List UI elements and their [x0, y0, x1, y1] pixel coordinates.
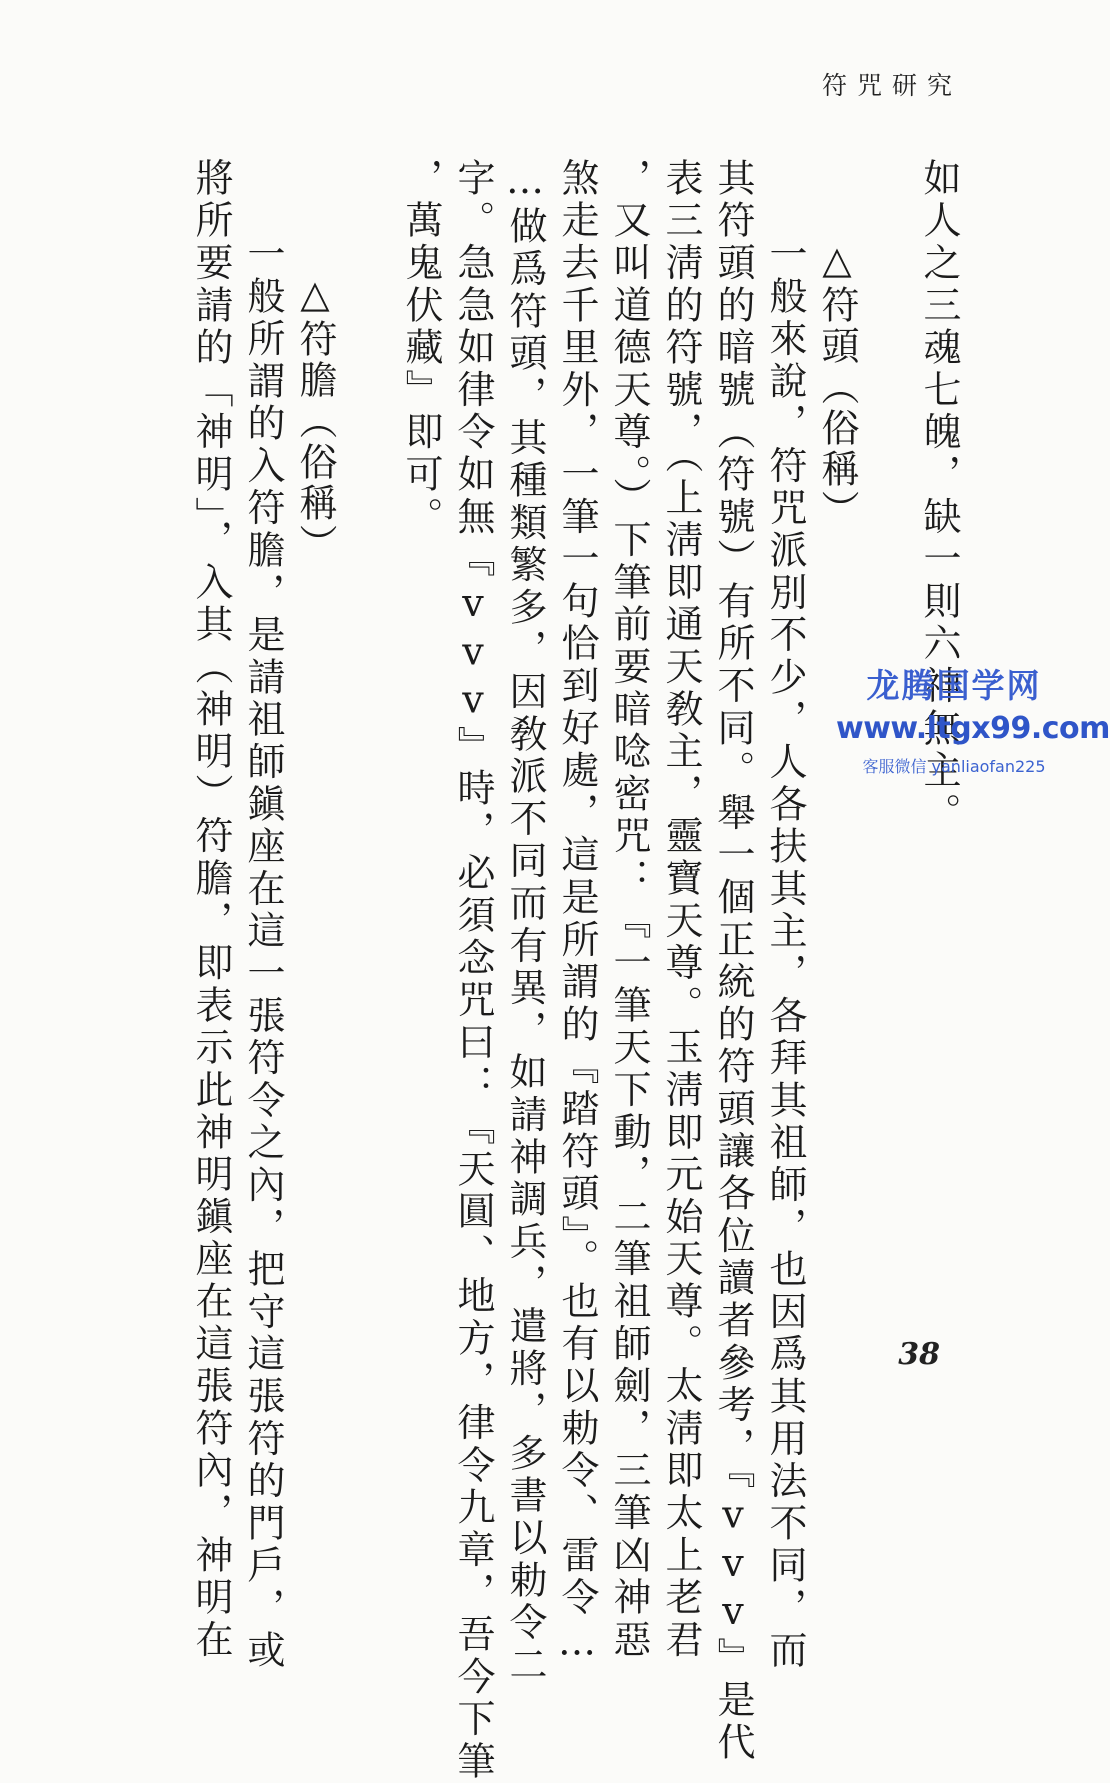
text-column-8: …做爲符頭，其種類繁多，因敎派不同而有異，如請神調兵，遣將，多書以勅令二: [503, 158, 547, 1687]
page-header-title: 符咒研究: [821, 71, 962, 100]
watermark-title: 龙腾国学网: [866, 666, 1042, 705]
page-number: 38: [898, 1337, 940, 1372]
text-column-5: 表三淸的符號，（上淸即通天敎主，靈寶天尊。玉淸即元始天尊。太淸即太上老君: [659, 158, 703, 1662]
text-column-9: 字。急急如律令如無『ⅴⅴⅴ』時，必須念咒曰：『天圓、地方，律令九章，吾今下筆: [451, 158, 495, 1783]
section-heading-fu-dan: △符膽（俗稱）: [293, 272, 337, 565]
text-column-6: ，又叫道德天尊。）下筆前要暗唸密咒：『一筆天下動，二筆祖師劍，三筆凶神惡: [607, 158, 651, 1662]
text-column-13: 將所要請的「神明」，入其（神明）符膽，即表示此神明鎭座在這張符內，神明在: [189, 158, 233, 1662]
text-column-4: 其符頭的暗號（符號）有所不同。舉一個正統的符頭讓各位讀者參考，『ⅴⅴⅴ』是代: [711, 158, 755, 1765]
watermark-url: www.ltgx99.com: [836, 711, 1110, 746]
text-column-12: 一般所謂的入符膽，是請祖師鎭座在這一張符令之內，把守這張符的門戶，或: [241, 234, 285, 1673]
watermark-contact: 客服微信 yanliaofan225: [862, 757, 1046, 776]
text-column-10: ，萬鬼伏藏』即可。: [399, 158, 443, 539]
watermark: [836, 660, 1110, 777]
text-column-3: 一般來說，符咒派別不少，人各扶其主，各拜其祖師，也因爲其用法不同，而: [763, 234, 807, 1673]
text-column-7: 煞走去千里外，一筆一句恰到好處，這是所謂的『踏符頭』。也有以勅令、雷令…: [555, 158, 599, 1668]
section-heading-fu-tou: △符頭（俗稱）: [815, 238, 859, 531]
text-column-1: 如人之三魂七魄，缺一則六神無主。: [917, 158, 961, 835]
